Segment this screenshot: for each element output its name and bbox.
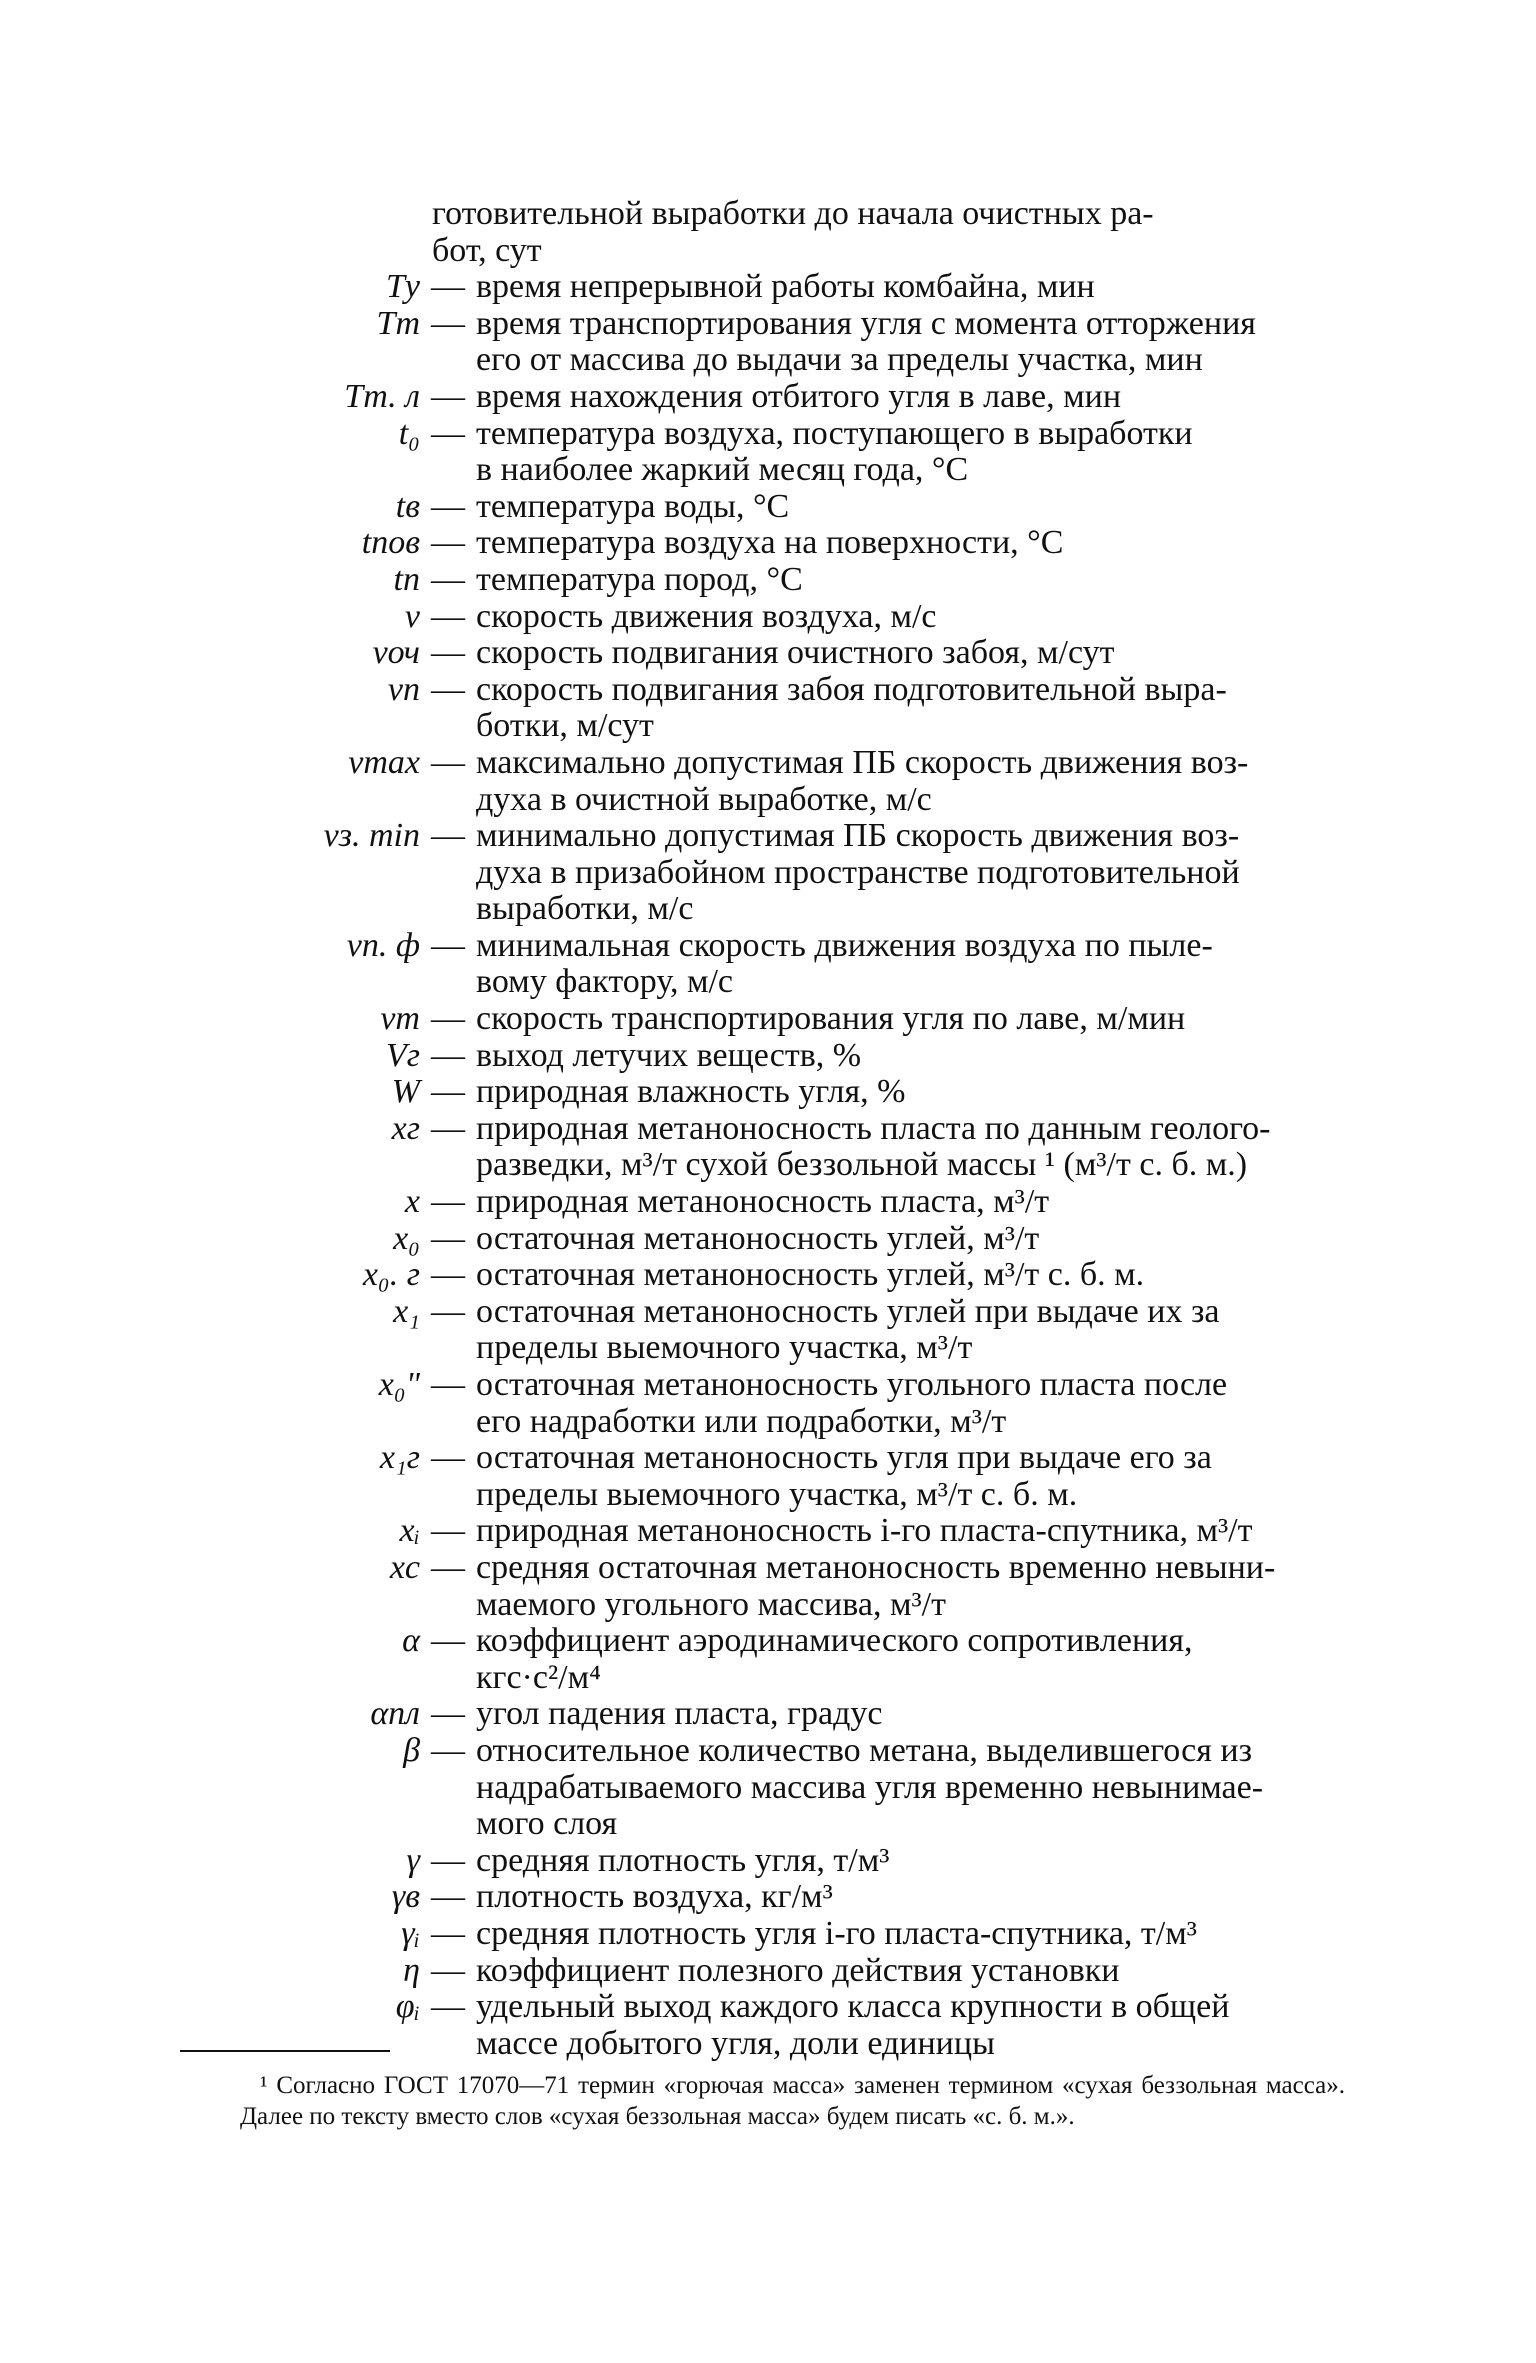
symbol: αпл [370,1695,420,1733]
definition-text: остаточная метаноносность угольного пласта после [476,1366,1228,1403]
symbol-entry-line [290,928,1350,965]
definition-text: температура воздуха на поверхности, °С [476,524,1064,562]
continuation-text: готовительной выработки до начала очистных ра- [432,195,1154,232]
definition-text: остаточная метаноносность углей, м³/т [476,1219,1040,1257]
symbol: α [402,1622,420,1660]
symbol: Tт [376,304,420,342]
symbol-entry-line [290,1550,1350,1587]
definition-text: природная метаноносность i-го пласта-спутника, м³/т [476,1512,1253,1550]
symbol-entry-line [290,1843,1350,1880]
symbol: x₀. г [362,1256,420,1294]
em-dash: — [431,1073,465,1111]
symbol: tп [393,560,420,598]
symbol-entry-line [290,1440,1350,1477]
em-dash: — [431,926,465,964]
definition-text: в наиболее жаркий месяц года, °С [476,451,969,489]
definition-text: пределы выемочного участка, м³/т [476,1329,973,1367]
symbol: Vг [385,1036,420,1074]
symbol: v [404,597,420,635]
em-dash: — [431,1951,465,1989]
symbol: xᵢ [399,1512,420,1550]
definition-text: время нахождения отбитого угля в лаве, мин [476,377,1122,415]
symbol-entry-line [290,1696,1350,1733]
definition-text: средняя плотность угля, т/м³ [476,1841,890,1879]
definition-text: ботки, м/сут [476,707,654,745]
definition-text: плотность воздуха, кг/м³ [476,1878,833,1916]
footnote-separator [180,2050,390,2052]
em-dash: — [431,743,465,781]
symbol: vп. ф [346,926,420,964]
symbol-entry-line [290,1147,1350,1184]
symbol-entry-line [290,745,1350,782]
symbol-entry-line [290,1257,1350,1294]
symbol-list [290,196,1350,2062]
symbol-entry-line [290,1989,1350,2026]
definition-text: кгс·с²/м⁴ [476,1658,601,1696]
em-dash: — [431,1366,465,1403]
symbol: x₁г [379,1439,420,1477]
symbol: x₀ [393,1219,420,1257]
em-dash: — [431,1548,465,1586]
definition-text: скорость подвигания очистного забоя, м/сут [476,634,1115,672]
symbol-entry-line [290,1111,1350,1148]
symbol-entry-line [290,1330,1350,1367]
symbol: Tт. л [344,377,420,415]
definition-text: остаточная метаноносность углей, м³/т с. б. м. [476,1256,1145,1294]
symbol-entry-line [290,1367,1350,1404]
symbol: tв [395,487,420,525]
symbol-entry-line [290,489,1350,526]
symbol-entry-line [290,782,1350,819]
symbol-entry-line [290,818,1350,855]
definition-text: массе добытого угля, доли единицы [476,2024,995,2062]
symbol-entry-line [290,2026,1350,2063]
em-dash: — [431,487,465,525]
symbol: x₀" [378,1366,420,1403]
symbol: vп [387,670,420,708]
em-dash: — [431,560,465,598]
definition-text: пределы выемочного участка, м³/т с. б. м. [476,1475,1078,1513]
symbol-entry-line [290,1294,1350,1331]
symbol-entry-line [290,1916,1350,1953]
em-dash: — [431,1036,465,1074]
symbol: x [404,1183,420,1221]
definition-text: время транспортирования угля с момента отторжения [476,304,1256,342]
definition-text: природная метаноносность пласта, м³/т [476,1183,1050,1221]
definition-text: выработки, м/с [476,890,694,928]
symbol-entry-line [290,269,1350,306]
em-dash: — [431,1622,465,1660]
em-dash: — [431,377,465,415]
definition-text: удельный выход каждого класса крупности в общей [476,1988,1230,2026]
symbol: tпов [361,524,420,562]
em-dash: — [431,1878,465,1916]
symbol-entry-line [290,1074,1350,1111]
symbol-entry-line [290,1477,1350,1514]
continuation-text: бот, сут [432,231,542,269]
footnote-text: Согласно ГОСТ 17070—71 термин «горючая масса» заменен термином «сухая беззольная масса». Далее по тексту вместо слов «сухая беззольная масса» будем писать «с. б. м.». [240,2072,1345,2130]
em-dash: — [431,1731,465,1769]
definition-text: остаточная метаноносность угля при выдаче его за [476,1439,1212,1477]
definition-text: природная метаноносность пласта по данным геолого- [476,1109,1271,1147]
symbol-entry-line [290,1038,1350,1075]
em-dash: — [431,670,465,708]
definition-text: скорость транспортирования угля по лаве, м/мин [476,1000,1186,1038]
definition-text: средняя плотность угля i-го пласта-спутника, т/м³ [476,1914,1197,1952]
em-dash: — [431,304,465,342]
symbol-entry-line [290,599,1350,636]
symbol-entry-line [290,1623,1350,1660]
definition-text: минимально допустимая ПБ скорость движения воз- [476,817,1240,855]
definition-text: коэффициент аэродинамического сопротивления, [476,1622,1193,1660]
symbol-entry-line [290,964,1350,1001]
em-dash: — [431,414,465,452]
symbol: Tу [386,268,420,306]
continuation-line [290,196,1350,233]
definition-text: мого слоя [476,1805,618,1843]
definition-text: разведки, м³/т сухой беззольной массы ¹ (м³/т с. б. м.) [476,1146,1248,1184]
symbol: vоч [372,634,420,672]
symbol-entry-line [290,635,1350,672]
symbol-entry-line [290,708,1350,745]
symbol-entry-line [290,562,1350,599]
symbol-entry-line [290,1806,1350,1843]
symbol-entry-line [290,1001,1350,1038]
symbol-entry-line [290,1770,1350,1807]
symbol-entry-line [290,1404,1350,1441]
definition-text: минимальная скорость движения воздуха по пыле- [476,926,1213,964]
symbol: t₀ [398,414,420,452]
definition-text: температура воздуха, поступающего в выработки [476,414,1193,452]
symbol: vз. min [323,817,420,855]
symbol: vmax [348,743,420,781]
definition-text: вому фактору, м/с [476,963,733,1001]
footnote-mark: ¹ [260,2072,268,2099]
em-dash: — [431,1841,465,1879]
continuation-line [290,233,1350,270]
symbol-entry-line [290,891,1350,928]
definition-text: максимально допустимая ПБ скорость движения воз- [476,743,1249,781]
em-dash: — [431,597,465,635]
em-dash: — [431,268,465,306]
em-dash: — [431,634,465,672]
definition-text: природная влажность угля, % [476,1073,906,1111]
symbol: β [403,1731,420,1769]
em-dash: — [431,1256,465,1294]
definition-text: духа в призабойном пространстве подготовительной [476,853,1240,891]
symbol-entry-line [290,1660,1350,1697]
definition-text: средняя остаточная метаноносность временно невыни- [476,1548,1276,1586]
symbol: γв [391,1878,420,1916]
symbol-entry-line [290,1184,1350,1221]
em-dash: — [431,1183,465,1221]
definition-text: скорость движения воздуха, м/с [476,597,937,635]
em-dash: — [431,1109,465,1147]
symbol: γᵢ [401,1914,420,1952]
em-dash: — [431,1988,465,2026]
em-dash: — [431,1000,465,1038]
definition-text: температура пород, °С [476,560,803,598]
symbol: xг [391,1109,420,1147]
symbol-entry-line [290,1879,1350,1916]
symbol-entry-line [290,379,1350,416]
symbol: η [403,1951,420,1989]
definition-text: надрабатываемого массива угля временно невынимае- [476,1768,1264,1806]
symbol: γ [406,1841,420,1879]
symbol: φᵢ [395,1988,420,2026]
definition-text: скорость подвигания забоя подготовительной выра- [476,670,1227,708]
symbol: xс [389,1548,420,1586]
definition-text: маемого угольного массива, м³/т [476,1585,946,1623]
symbol-entry-line [290,1587,1350,1624]
em-dash: — [431,1292,465,1330]
symbol-entry-line [290,1513,1350,1550]
definition-text: температура воды, °С [476,487,790,525]
em-dash: — [431,1914,465,1952]
symbol-entry-line [290,306,1350,343]
symbol-entry-line [290,525,1350,562]
definition-text: его надработки или подработки, м³/т [476,1402,1007,1440]
symbol: x₁ [393,1292,420,1330]
symbol-entry-line [290,452,1350,489]
definition-text: время непрерывной работы комбайна, мин [476,268,1095,306]
symbol-entry-line [290,855,1350,892]
definition-text: его от массива до выдачи за пределы участка, мин [476,341,1203,379]
definition-text: относительное количество метана, выделившегося из [476,1731,1253,1769]
em-dash: — [431,1512,465,1550]
em-dash: — [431,524,465,562]
symbol-entry-line [290,1221,1350,1258]
symbol: vт [380,1000,420,1038]
em-dash: — [431,1695,465,1733]
definition-text: выход летучих веществ, % [476,1036,862,1074]
symbol-entry-line [290,342,1350,379]
em-dash: — [431,1439,465,1477]
em-dash: — [431,1219,465,1257]
em-dash: — [431,817,465,855]
symbol-entry-line [290,416,1350,453]
definition-text: остаточная метаноносность углей при выдаче их за [476,1292,1220,1330]
symbol: W [391,1073,420,1111]
definition-text: коэффициент полезного действия установки [476,1951,1120,1989]
symbol-entry-line [290,1953,1350,1990]
symbol-entry-line [290,1733,1350,1770]
definition-text: духа в очистной выработке, м/с [476,780,932,818]
definition-text: угол падения пласта, градус [476,1695,883,1733]
symbol-entry-line [290,672,1350,709]
footnote [240,2070,1345,2132]
